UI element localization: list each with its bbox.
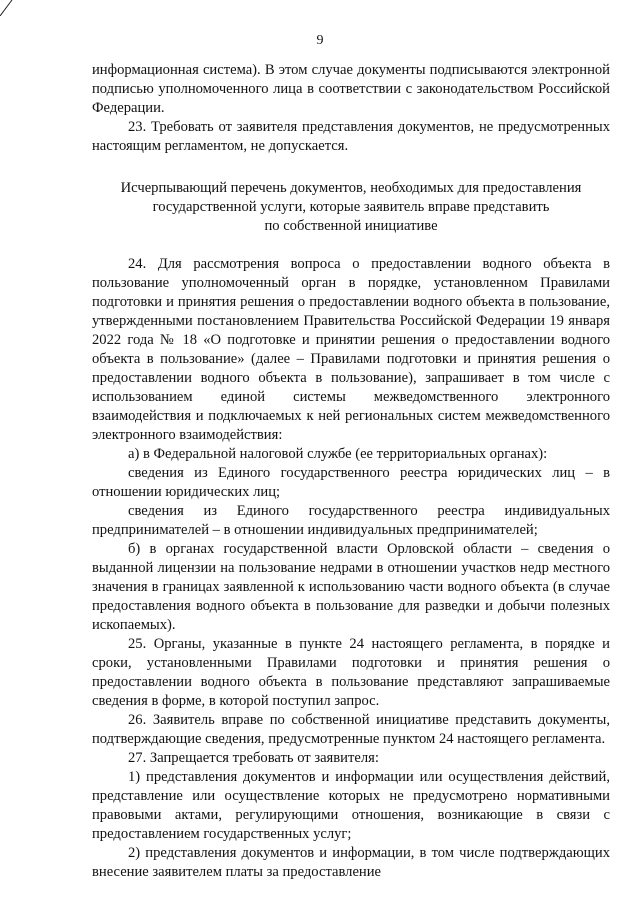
heading-line: по собственной инициативе: [264, 218, 438, 234]
heading-line: Исчерпывающий перечень документов, необходимых для предоставления: [120, 180, 582, 196]
paragraph: 27. Запрещается требовать от заявителя:: [128, 750, 379, 766]
paragraph: 24. Для рассмотрения вопроса о предоставлении водного объекта в пользование уполномоченный орган в порядке, установленном Правилами подготовки и принятия решения о предоставлении водного объекта в пользование, утвержденными постановлением Правительства Российской Федерации 19 января 2022 года № 18 «О подготовке и принятии решения о предоставлении водного объекта в пользование» (далее – Правилами подготовки и принятия решения о предоставлении водного объекта в пользование), запрашивает в том числе с использованием единой системы межведомственного электронного взаимодействия и подключаемых к ней региональных систем межведомственного электронного взаимодействия:: [92, 256, 610, 443]
paragraph: информационная система). В этом случае документы подписываются электронной подписью уполномоченного лица в соответствии с законодательством Российской Федерации.: [92, 62, 610, 116]
paragraph: 1) представления документов и информации или осуществления действий, представление или осуществление которых не предусмотрено нормативными правовыми актами, регулирующими отношения, возникающие в связи с предоставлением государственных услуг;: [92, 769, 610, 842]
paragraph: сведения из Единого государственного реестра юридических лиц – в отношении юридических лиц;: [92, 465, 610, 500]
paragraph: б) в органах государственной власти Орловской области – сведения о выданной лицензии на пользование недрами в отношении участков недр местного значения в границах заявленной к использованию части водного объекта (в случае предоставления водного объекта в пользование для разведки и добычи полезных ископаемых).: [92, 541, 610, 633]
paragraph: 26. Заявитель вправе по собственной инициативе представить документы, подтверждающие сведения, предусмотренные пунктом 24 настоящего регламента.: [92, 712, 610, 747]
document-body: [92, 61, 610, 882]
paragraph: 23. Требовать от заявителя представления документов, не предусмотренных настоящим регламентом, не допускается.: [92, 119, 610, 154]
paragraph: 25. Органы, указанные в пункте 24 настоящего регламента, в порядке и сроки, установленными Правилами подготовки и принятия решения о предоставлении водного объекта в пользование представляют запрашиваемые сведения в форме, в которой поступил запрос.: [92, 636, 610, 709]
paragraph: а) в Федеральной налоговой службе (ее территориальных органах):: [128, 446, 548, 462]
page-number: 9: [316, 33, 324, 48]
section-heading: [92, 179, 610, 236]
heading-line: государственной услуги, которые заявитель вправе представить: [152, 199, 550, 215]
corner-fold-mark: [0, 0, 14, 16]
paragraph: сведения из Единого государственного реестра индивидуальных предпринимателей – в отношении индивидуальных предпринимателей;: [92, 503, 610, 538]
paragraph: 2) представления документов и информации, в том числе подтверждающих внесение заявителем платы за предоставление: [92, 845, 610, 880]
